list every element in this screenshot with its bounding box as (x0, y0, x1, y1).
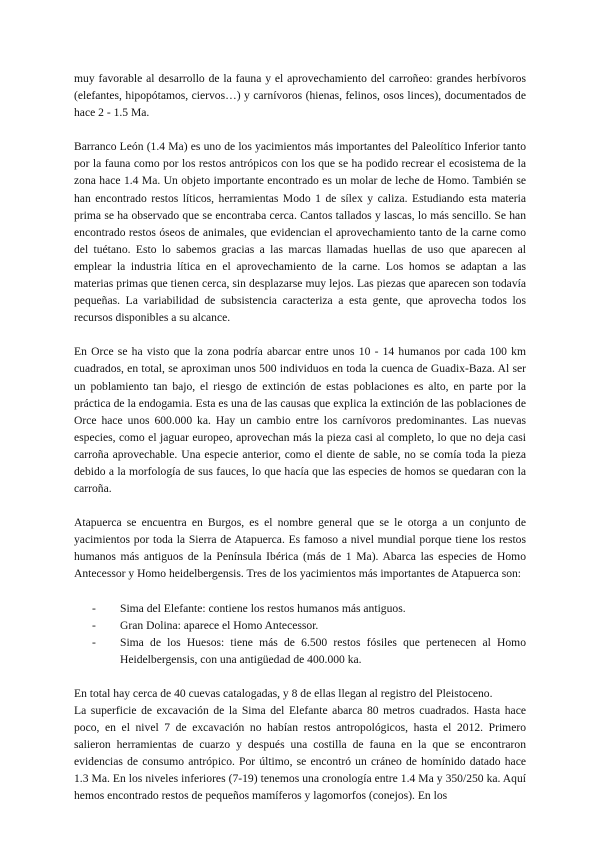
list-item (74, 617, 526, 634)
paragraph-gap (74, 668, 526, 685)
list-item-text: Sima del Elefante: contiene los restos humanos más antiguos. (120, 601, 406, 615)
paragraph-fauna-intro: muy favorable al desarrollo de la fauna y el aprovechamiento del carroñeo: grandes herbívoros (elefantes, hipopótamos, ciervos…) y carnívoros (hienas, felinos, osos linces), documentados de hace 2 - 1.5 Ma. (74, 72, 526, 120)
list-item (74, 634, 526, 668)
list-item-text: Sima de los Huesos: tiene más de 6.500 restos fósiles que pertenecen al Homo Heidelbergensis, con una antigüedad de 400.000 ka. (120, 635, 526, 666)
list-item-text: Gran Dolina: aparece el Homo Antecessor. (120, 618, 319, 632)
paragraph-cuevas-total: En total hay cerca de 40 cuevas catalogadas, y 8 de ellas llegan al registro del Pleistoceno. (74, 686, 493, 700)
paragraph-sima-elefante: La superficie de excavación de la Sima del Elefante abarca 80 metros cuadrados. Hasta hace poco, en el nivel 7 de excavación no habían restos antropológicos, hasta el 2012. Primero salieron herramientas de cuarzo y después una costilla de fauna en la que se encontraron evidencias de consumo antrópico. Por último, se encontró un cráneo de homínido datado hace 1.3 Ma. En los niveles inferiores (7-19) tenemos una cronología entre 1.4 Ma y 350/250 ka. Aquí hemos encontrado restos de pequeños mamíferos y lagomorfos (conejos). En los (74, 704, 526, 803)
dash-bullet: - (92, 618, 96, 632)
dash-bullet: - (92, 635, 96, 649)
paragraph-orce: En Orce se ha visto que la zona podría abarcar entre unos 10 - 14 humanos por cada 100 km cuadrados, en total, se aproximan unos 500 individuos en toda la cuenca de Guadix-Baza. Al ser un poblamiento tan bajo, el riesgo de extinción de estas poblaciones es alto, en parte por la práctica de la endogamia. Esta es una de las causas que explica la extinción de las poblaciones de Orce hace unos 600.000 ka. Hay un cambio entre los carnívoros predominantes. Las nuevas especies, como el jaguar europeo, aprovechan más la pieza casi al completo, lo que no deja casi carroña aprovechable. Una especie anterior, como el diente de sable, no se comía toda la pieza debido a la morfología de sus fauces, lo que hacía que las especies de homos se quedaran con la carroña. (74, 345, 526, 496)
list-item (74, 600, 526, 617)
yacimientos-list (74, 600, 526, 668)
paragraph-gap (74, 121, 526, 138)
paragraph-gap (74, 326, 526, 343)
document-page (74, 70, 526, 805)
paragraph-atapuerca: Atapuerca se encuentra en Burgos, es el nombre general que se le otorga a un conjunto de yacimientos por toda la Sierra de Atapuerca. Es famoso a nivel mundial porque tiene los restos humanos más antiguos de la Península Ibérica (más de 1 Ma). Abarca las especies de Homo Antecessor y Homo heidelbergensis. Tres de los yacimientos más importantes de Atapuerca son: (74, 516, 526, 581)
paragraph-barranco-leon: Barranco León (1.4 Ma) es uno de los yacimientos más importantes del Paleolítico Inferior tanto por la fauna como por los restos antrópicos con los que se ha podido recrear el ecosistema de la zona hace 1.4 Ma. Un objeto importante encontrado es un molar de leche de Homo. También se han encontrado restos líticos, herramientas Modo 1 de sílex y caliza. Estudiando esta materia prima se ha observado que se encontraba cerca. Cantos tallados y lascas, lo más sencillo. Se han encontrado restos óseos de animales, que evidencian el aprovechamiento tanto de la carne como del tuétano. Esto lo sabemos gracias a las marcas llamadas huellas de uso que aparecen al emplear la industria lítica en el aprovechamiento de la carne. Los homos se adaptan a las materias primas que tienen cerca, sin desplazarse muy lejos. Las piezas que aparecen son todavía pequeñas. La variabilidad de subsistencia caracteriza a esta gente, que aprovecha todos los recursos disponibles a su alcance. (74, 140, 526, 325)
dash-bullet: - (92, 601, 96, 615)
paragraph-gap (74, 583, 526, 600)
paragraph-gap (74, 497, 526, 514)
